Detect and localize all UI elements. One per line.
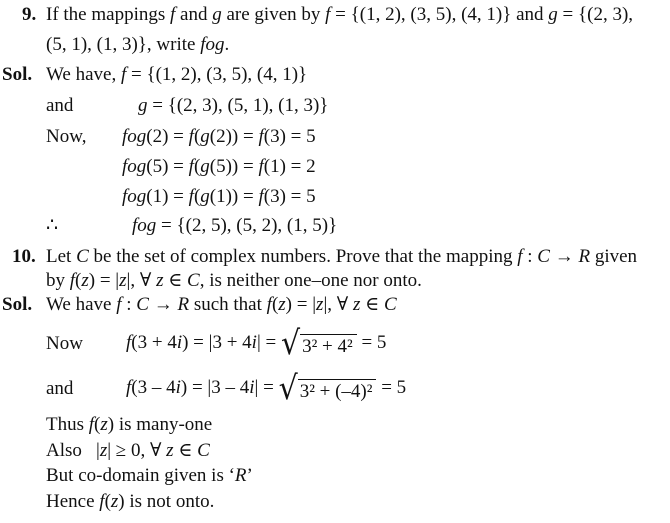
question-10-line-2: by f(z) = |z|, ∀ z ∈ C, is neither one–one nor onto. <box>46 270 422 291</box>
solution-9-fog-1: fog(1) = f(g(1)) = f(3) = 5 <box>122 186 316 207</box>
solution-10-modulus-nonneg: |z| ≥ 0, ∀ z ∈ C <box>96 440 210 461</box>
solution-10-many-one: Thus f(z) is many-one <box>46 414 213 435</box>
question-9-line-1: If the mappings f and g are given by f = {(1, 2), (3, 5), (4, 1)} and g = {(2, 3), <box>46 4 634 25</box>
question-10-line-1: Let C be the set of complex numbers. Prove that the mapping f : C → R given <box>46 246 638 267</box>
solution-10-not-onto: Hence f(z) is not onto. <box>46 491 215 512</box>
square-root-expression: √ 3² + 4² <box>281 325 357 363</box>
solution-10-f-3-minus-4i: f(3 – 4i) = |3 – 4i| = √ 3² + (–4)² = 5 <box>126 369 407 408</box>
question-9-number: 9. <box>22 4 37 25</box>
solution-9-label: Sol. <box>2 64 33 85</box>
solution-10-also-label: Also <box>46 440 82 461</box>
solution-10-f-3-plus-4i: f(3 + 4i) = |3 + 4i| = √ 3² + 4² = 5 <box>126 324 387 363</box>
solution-9-line-1: We have, f = {(1, 2), (3, 5), (4, 1)} <box>46 64 308 85</box>
solution-9-now-label: Now, <box>46 126 87 147</box>
question-10-number: 10. <box>12 246 36 267</box>
solution-9-fog-5: fog(5) = f(g(5)) = f(1) = 2 <box>122 156 316 177</box>
therefore-symbol: ∴ <box>46 215 59 236</box>
solution-9-fog-result: fog = {(2, 5), (5, 2), (1, 5)} <box>132 215 338 236</box>
solution-9-fog-2: fog(2) = f(g(2)) = f(3) = 5 <box>122 126 316 147</box>
solution-10-line-1: We have f : C → R such that f(z) = |z|, ∀ z ∈ C <box>46 294 397 315</box>
solution-9-g-set: g = {(2, 3), (5, 1), (1, 3)} <box>138 95 329 116</box>
solution-10-and-label: and <box>46 378 74 399</box>
solution-9-and-label: and <box>46 95 74 116</box>
question-9-line-2: (5, 1), (1, 3)}, write fog. <box>46 34 230 55</box>
square-root-expression: √ 3² + (–4)² <box>279 370 377 408</box>
solution-10-now-label: Now <box>46 333 83 354</box>
solution-10-label: Sol. <box>2 294 33 315</box>
solution-10-codomain: But co-domain given is ‘R’ <box>46 465 253 486</box>
